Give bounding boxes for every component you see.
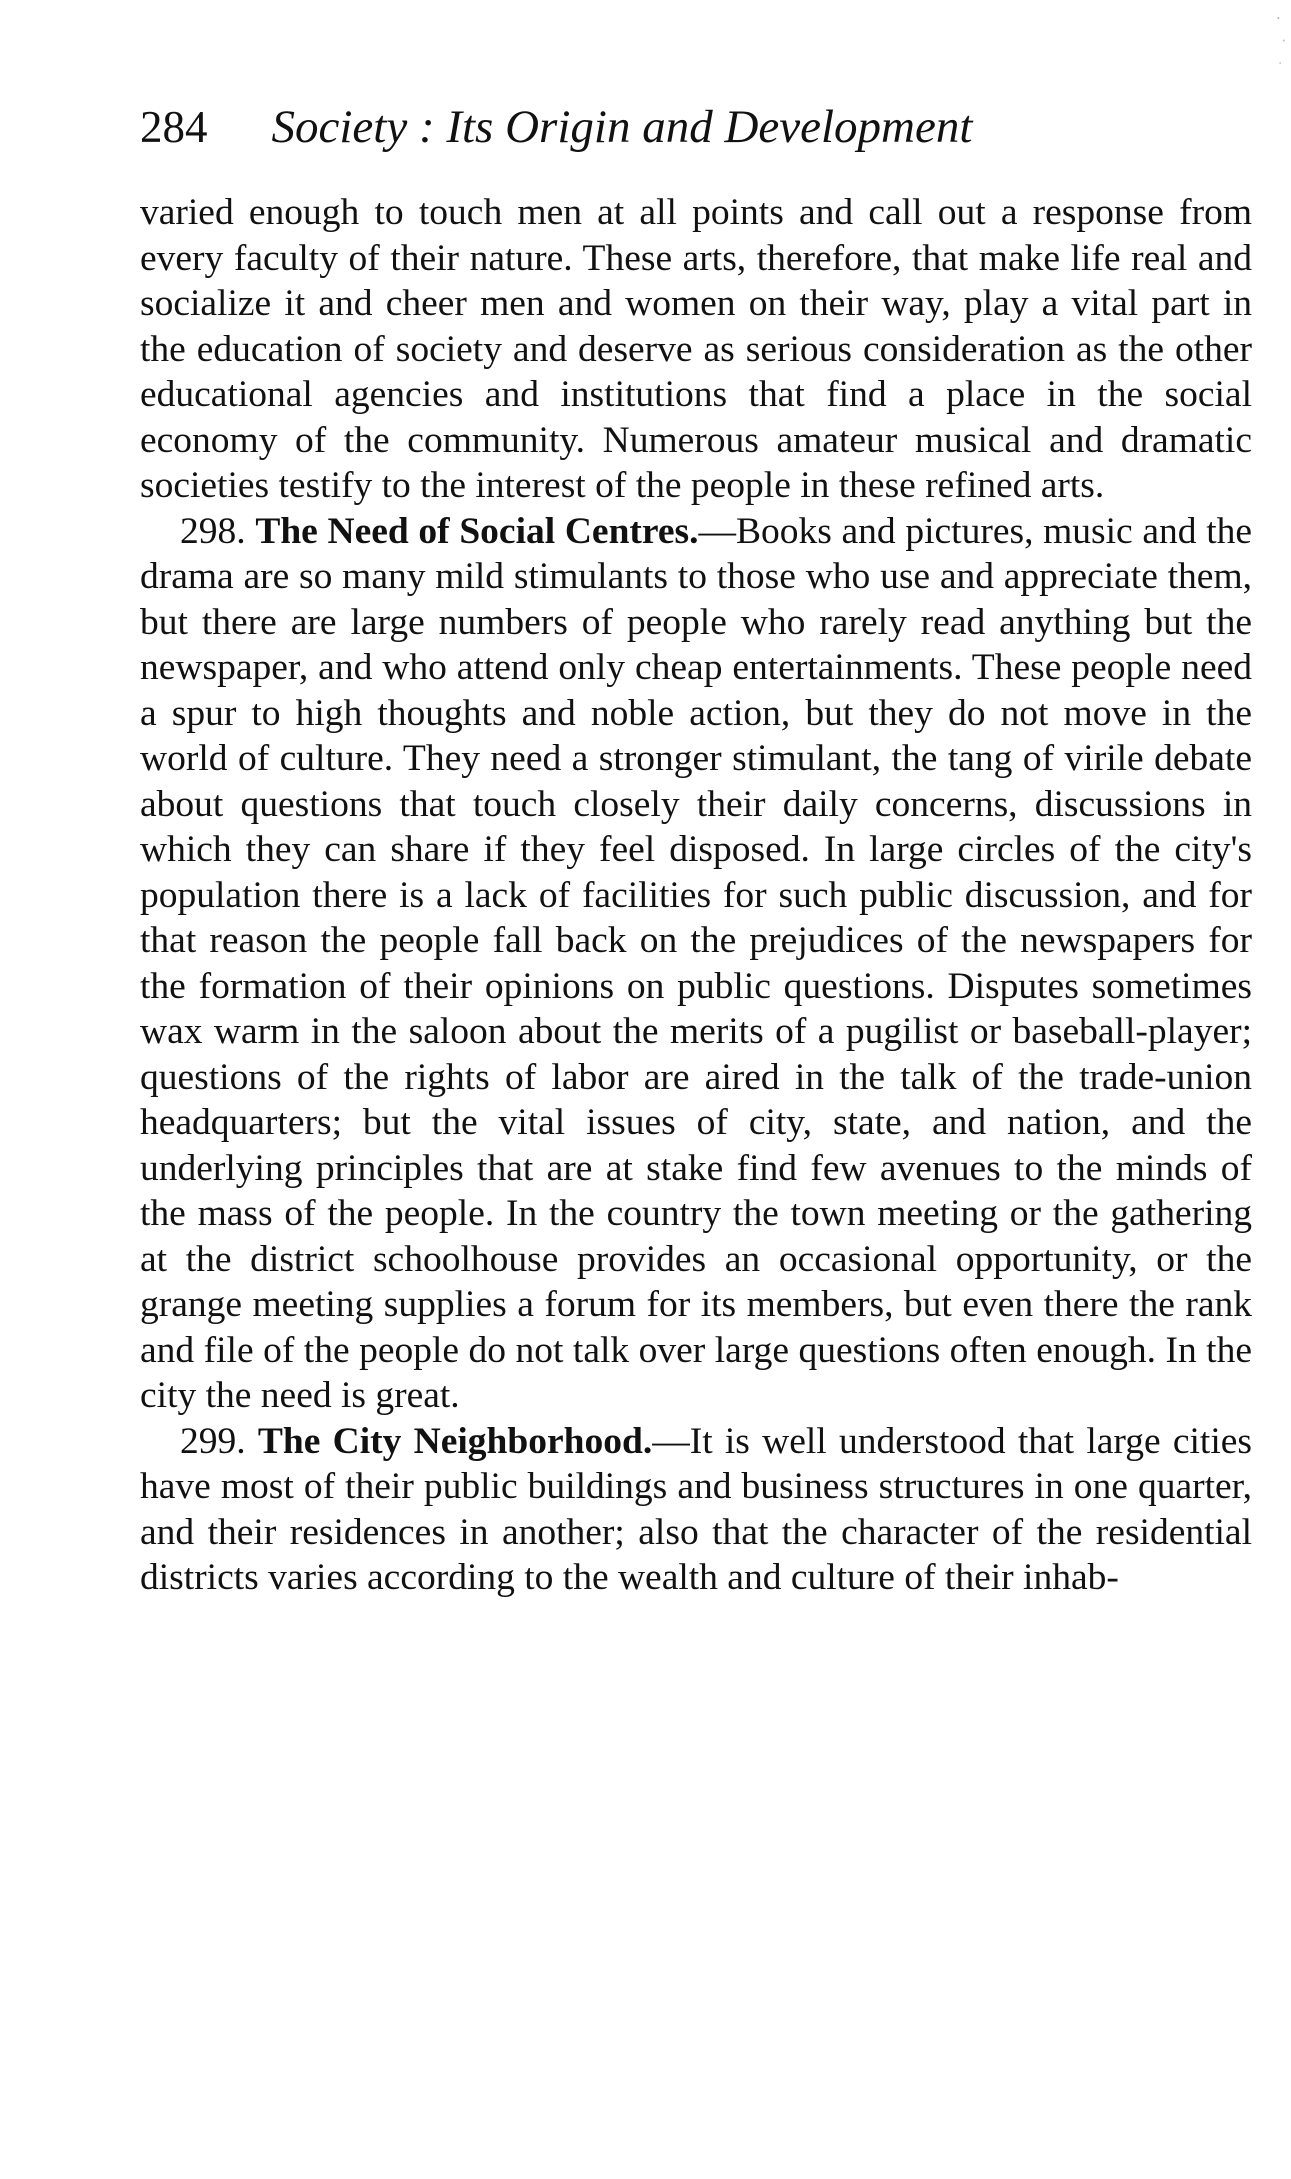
section-number: 298. — [180, 510, 246, 552]
section-299-paragraph — [140, 1419, 1252, 1601]
running-title: Society : Its Origin and Development — [271, 101, 973, 153]
section-text: —Books and pictures, music and the drama are so many mild stimulants to those who use and appreciate them, but there are large numbers of people who rarely read anything but the newspaper, and who attend only cheap entertainments. These people need a spur to high thoughts and noble action, but they do not move in the world of culture. They need a stronger stimulant, the tang of virile debate about questions that touch closely their daily concerns, discussions in which they can share if they feel disposed. In large circles of the city's population there is a lack of facilities for such public discussion, and for that reason the people fall back on the prejudices of the newspapers for the formation of their opinions on public questions. Disputes sometimes wax warm in the saloon about the merits of a pugilist or baseball-player; questions of the rights of labor are aired in the talk of the trade-union headquarters; but the vital issues of city, state, and nation, and the underlying principles that are at stake find few avenues to the minds of the mass of the people. In the country the town meeting or the gathering at the district schoolhouse provides an occasional opportunity, or the grange meeting supplies a forum for its members, but even there the rank and file of the people do not talk over large questions often enough. In the city the need is great. — [140, 510, 1253, 1416]
section-heading: The City Neighborhood. — [257, 1420, 653, 1462]
intro-paragraph: varied enough to touch men at all points and call out a response from every faculty of their nature. These arts, therefore, that make life real and socialize it and cheer men and women on their way, play a vital part in the education of society and deserve as serious consideration as the other educational agencies and institutions that find a place in the social economy of the community. Numerous amateur musical and dramatic societies testify to the interest of the people in these refined arts. — [140, 192, 1252, 506]
page-number: 284 — [140, 102, 208, 152]
section-298-paragraph — [140, 509, 1252, 1419]
section-number: 299. — [180, 1420, 246, 1462]
body-text — [140, 190, 1252, 1601]
section-heading: The Need of Social Centres. — [255, 510, 699, 552]
section-text: —It is well understood that large cities have most of their public buildings and business structures in one quarter, and their residences in another; also that the character of the residential districts varies according to the wealth and culture of their inhab- — [140, 1420, 1253, 1598]
scan-speckles — [1273, 0, 1291, 90]
running-header — [140, 100, 1260, 164]
